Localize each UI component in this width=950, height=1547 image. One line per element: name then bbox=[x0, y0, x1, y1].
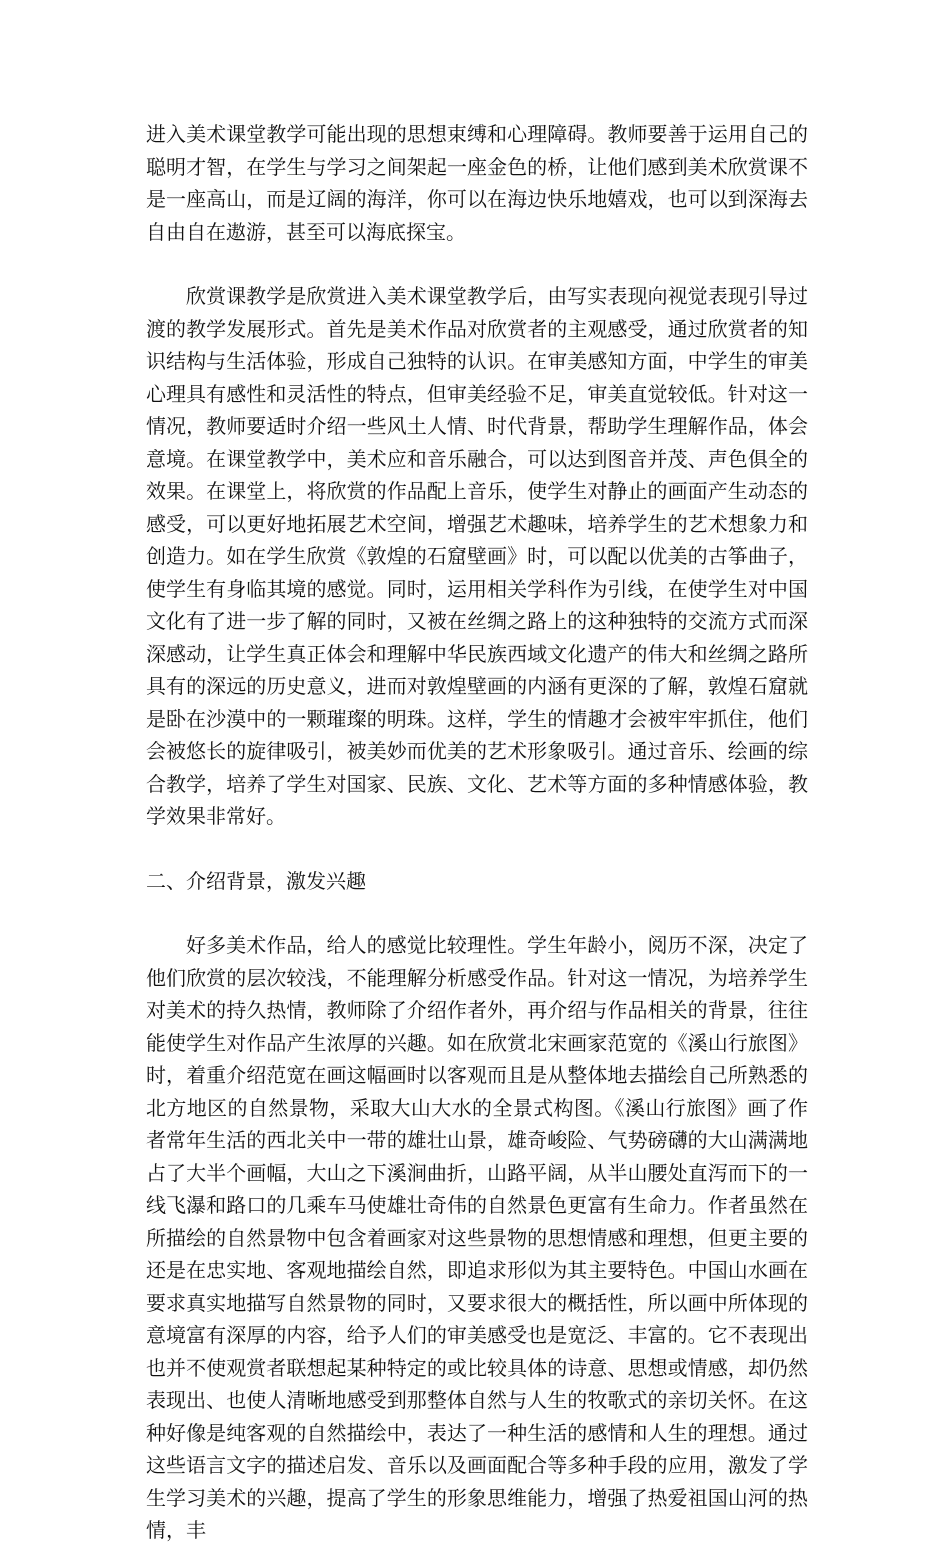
paragraph-gap bbox=[146, 248, 808, 280]
paragraph-2: 欣赏课教学是欣赏进入美术课堂教学后，由写实表现向视觉表现引导过渡的教学发展形式。首先是美术作品对欣赏者的主观感受，通过欣赏者的知识结构与生活体验，形成自己独特的认识。在审美感知方面，中学生的审美心理具有感性和灵活性的特点，但审美经验不足，审美直觉较低。针对这一情况，教师要适时介绍一些风土人情、时代背景，帮助学生理解作品，体会意境。在课堂教学中，美术应和音乐融合，可以达到图音并茂、声色俱全的效果。在课堂上，将欣赏的作品配上音乐，使学生对静止的画面产生动态的感受，可以更好地拓展艺术空间，增强艺术趣味，培养学生的艺术想象力和创造力。如在学生欣赏《敦煌的石窟壁画》时，可以配以优美的古筝曲子，使学生有身临其境的感觉。同时，运用相关学科作为引线，在使学生对中国文化有了进一步了解的同时，又被在丝绸之路上的这种独特的交流方式而深深感动，让学生真正体会和理解中华民族西域文化遗产的伟大和丝绸之路所具有的深远的历史意义，进而对敦煌壁画的内涵有更深的了解，敦煌石窟就是卧在沙漠中的一颗璀璨的明珠。这样，学生的情趣才会被牢牢抓住，他们会被悠长的旋律吸引，被美妙而优美的艺术形象吸引。通过音乐、绘画的综合教学，培养了学生对国家、民族、文化、艺术等方面的多种情感体验，教学效果非常好。 bbox=[146, 284, 808, 828]
paragraph-1: 进入美术课堂教学可能出现的思想束缚和心理障碍。教师要善于运用自己的聪明才智，在学生与学习之间架起一座金色的桥，让他们感到美术欣赏课不是一座高山，而是辽阔的海洋，你可以在海边快乐地嬉戏，也可以到深海去自由自在遨游，甚至可以海底探宝。 bbox=[146, 122, 808, 244]
paragraph-gap bbox=[146, 897, 808, 929]
paragraph-3: 好多美术作品，给人的感觉比较理性。学生年龄小，阅历不深，决定了他们欣赏的层次较浅，不能理解分析感受作品。针对这一情况，为培养学生对美术的持久热情，教师除了介绍作者外，再介绍与作品相关的背景，往往能使学生对作品产生浓厚的兴趣。如在欣赏北宋画家范宽的《溪山行旅图》时，着重介绍范宽在画这幅画时以客观而且是从整体地去描绘自己所熟悉的北方地区的自然景物，采取大山大水的全景式构图。《溪山行旅图》画了作者常年生活的西北关中一带的雄壮山景，雄奇峻险、气势磅礴的大山满满地占了大半个画幅，大山之下溪涧曲折，山路平阔，从半山腰处直泻而下的一线飞瀑和路口的几乘车马使雄壮奇伟的自然景色更富有生命力。作者虽然在所描绘的自然景物中包含着画家对这些景物的思想情感和理想，但更主要的还是在忠实地、客观地描绘自然，即追求形似为其主要特色。中国山水画在要求真实地描写自然景物的同时，又要求很大的概括性，所以画中所体现的意境富有深厚的内容，给予人们的审美感受也是宽泛、丰富的。它不表现出也并不使观赏者联想起某种特定的或比较具体的诗意、思想或情感，却仍然表现出、也使人清晰地感受到那整体自然与人生的牧歌式的亲切关怀。在这种好像是纯客观的自然描绘中，表达了一种生活的感情和人生的理想。通过这些语言文字的描述启发、音乐以及画面配合等多种手段的应用，激发了学生学习美术的兴趣，提高了学生的形象思维能力，增强了热爱祖国山河的热情，丰 bbox=[146, 933, 808, 1542]
paragraph-gap bbox=[146, 833, 808, 865]
document-body bbox=[146, 118, 808, 1547]
section-heading: 二、介绍背景，激发兴趣 bbox=[146, 868, 366, 893]
